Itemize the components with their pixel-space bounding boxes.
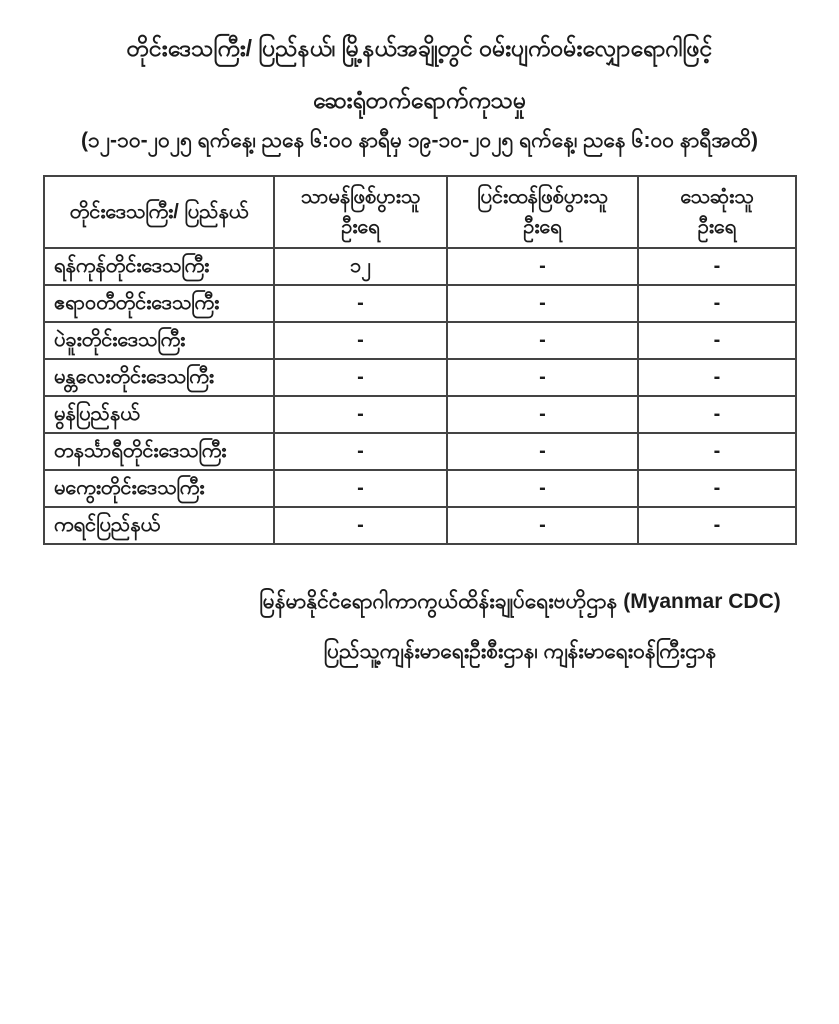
issuing-org-line1: မြန်မာနိုင်ငံရောဂါကာကွယ်ထိန်းချုပ်ရေးဗဟိုဌာန (Myanmar CDC) [259, 590, 781, 613]
region-name-cell: ဧရာဝတီတိုင်းဒေသကြီး [44, 285, 274, 322]
severe-cases-cell: - [447, 433, 638, 470]
mild-cases-cell: - [274, 322, 447, 359]
col-header-severe-line2: ဦးရေ [523, 216, 562, 238]
table-row [44, 396, 796, 433]
table-row [44, 285, 796, 322]
deaths-cell: - [638, 470, 796, 507]
col-header-mild-cases [274, 176, 447, 248]
col-header-deaths-line1: သေဆုံးသူ [680, 186, 754, 208]
mild-cases-cell: - [274, 396, 447, 433]
report-period: (၁၂-၁၀-၂၀၂၅ ရက်နေ့၊ ညနေ ၆:၀၀ နာရီမှ ၁၉-၁၀-၂၀၂၅ ရက်နေ့၊ ညနေ ၆:၀၀ နာရီအထိ) [80, 129, 759, 152]
col-header-mild-line2: ဦးရေ [341, 216, 380, 238]
region-name-cell: မကွေးတိုင်းဒေသကြီး [44, 470, 274, 507]
severe-cases-cell: - [447, 470, 638, 507]
deaths-cell: - [638, 359, 796, 396]
col-header-deaths-line2: ဦးရေ [697, 216, 737, 238]
severe-cases-cell: - [447, 507, 638, 544]
severe-cases-cell: - [447, 396, 638, 433]
col-header-deaths [638, 176, 796, 248]
mild-cases-cell: - [274, 470, 447, 507]
col-header-region-label: တိုင်းဒေသကြီး/ ပြည်နယ် [69, 201, 249, 223]
deaths-cell: - [638, 396, 796, 433]
mild-cases-cell: - [274, 285, 447, 322]
region-name-cell: ရန်ကုန်တိုင်းဒေသကြီး [44, 248, 274, 285]
deaths-cell: - [638, 285, 796, 322]
table-row [44, 507, 796, 544]
table-header-row [44, 176, 796, 248]
deaths-cell: - [638, 433, 796, 470]
mild-cases-cell: - [274, 359, 447, 396]
table-row [44, 359, 796, 396]
case-table [43, 175, 797, 545]
severe-cases-cell: - [447, 322, 638, 359]
severe-cases-cell: - [447, 285, 638, 322]
col-header-severe-line1: ပြင်းထန်ဖြစ်ပွားသူ [477, 186, 608, 208]
region-name-cell: တနင်္သာရီတိုင်းဒေသကြီး [44, 433, 274, 470]
region-name-cell: ပဲခူးတိုင်းဒေသကြီး [44, 322, 274, 359]
table-row [44, 433, 796, 470]
issuing-organization [240, 586, 800, 668]
col-header-mild-line1: သာမန်ဖြစ်ပွားသူ [300, 186, 421, 208]
col-header-severe-cases [447, 176, 638, 248]
severe-cases-cell: - [447, 359, 638, 396]
table-row [44, 322, 796, 359]
mild-cases-cell: - [274, 507, 447, 544]
col-header-region [44, 176, 274, 248]
mild-cases-cell: - [274, 433, 447, 470]
region-name-cell: မွန်ပြည်နယ် [44, 396, 274, 433]
table-row [44, 470, 796, 507]
issuing-org-line2: ပြည်သူ့ကျန်းမာရေးဦးစီးဌာန၊ ကျန်းမာရေးဝန်ကြီးဌာန [323, 640, 717, 663]
severe-cases-cell: - [447, 248, 638, 285]
region-name-cell: မန္တလေးတိုင်းဒေသကြီး [44, 359, 274, 396]
region-name-cell: ကရင်ပြည်နယ် [44, 507, 274, 544]
document-title-line2: ဆေးရုံတက်ရောက်ကုသမှု [312, 87, 527, 113]
document-title-line1: တိုင်းဒေသကြီး/ ပြည်နယ်၊ မြို့နယ်အချို့တွင် ဝမ်းပျက်ဝမ်းလျှောရောဂါဖြင့် [126, 35, 713, 61]
deaths-cell: - [638, 507, 796, 544]
mild-cases-cell: ၁၂ [274, 248, 447, 285]
deaths-cell: - [638, 248, 796, 285]
deaths-cell: - [638, 322, 796, 359]
table-row [44, 248, 796, 285]
